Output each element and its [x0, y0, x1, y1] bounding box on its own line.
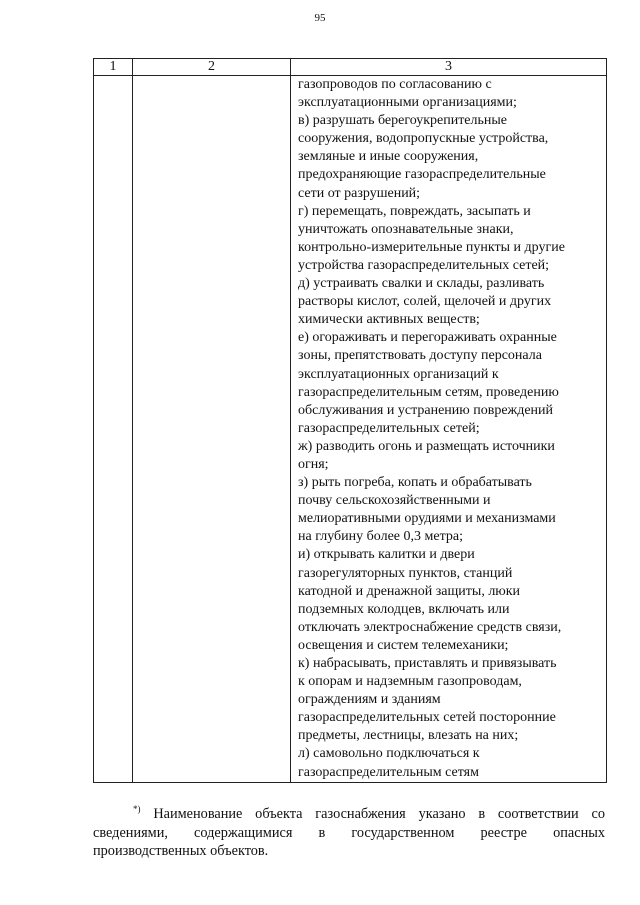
- column-header-1: 1: [94, 59, 133, 76]
- text-line: л) самовольно подключаться к: [298, 746, 480, 762]
- text-line: газорегуляторных пунктов, станций: [298, 565, 513, 581]
- text-line: земляные и иные сооружения,: [298, 149, 479, 165]
- footnote-marker: *): [133, 804, 141, 814]
- text-line: контрольно-измерительные пункты и другие: [298, 239, 565, 255]
- text-line: растворы кислот, солей, щелочей и других: [298, 294, 552, 310]
- text-line: зоны, препятствовать доступу персонала: [298, 348, 542, 364]
- text-line: к) набрасывать, приставлять и привязывать: [298, 656, 557, 671]
- text-line: почву сельскохозяйственными и: [298, 493, 491, 509]
- text-line: катодной и дренажной защиты, люки: [298, 583, 521, 599]
- text-line: предохраняющие газораспределительные: [298, 167, 546, 183]
- text-line: газопроводов по согласованию с: [298, 77, 492, 92]
- text-line: в) разрушать берегоукрепительные: [298, 113, 508, 129]
- footnote-line-3: производственных объектов.: [93, 843, 269, 859]
- text-line: к опорам и надземным газопроводам,: [298, 674, 522, 690]
- text-line: устройства газораспределительных сетей;: [298, 257, 550, 273]
- text-line: ограждениям и зданиям: [298, 692, 441, 708]
- table-row: [94, 76, 607, 783]
- footnote-line-2: сведениями, содержащимися в государственном реестре опасных: [93, 824, 605, 841]
- text-line: газораспределительным сетям: [298, 764, 479, 780]
- text-line: ж) разводить огонь и размещать источники: [298, 438, 555, 454]
- text-line: и) открывать калитки и двери: [298, 547, 475, 563]
- footnote-line-1: [93, 800, 605, 824]
- column-header-2: 2: [133, 59, 291, 76]
- text-line: освещения и систем телемеханики;: [298, 637, 509, 653]
- text-line: газораспределительным сетям, проведению: [298, 384, 559, 400]
- text-line: газораспределительных сетей;: [298, 420, 480, 436]
- text-line: г) перемещать, повреждать, засыпать и: [298, 203, 531, 219]
- text-line: газораспределительных сетей посторонние: [298, 710, 556, 726]
- page-number: 95: [314, 12, 326, 24]
- text-line: е) огораживать и перегораживать охранные: [298, 330, 557, 346]
- text-line: эксплуатационных организаций к: [298, 366, 499, 382]
- text-line: мелиоративными орудиями и механизмами: [298, 511, 556, 527]
- text-line: уничтожать опознавательные знаки,: [298, 221, 514, 237]
- text-line: сети от разрушений;: [298, 185, 421, 201]
- cell-column-2: [133, 76, 291, 783]
- regulations-table: [93, 58, 607, 783]
- footnote-text-1: Наименование объекта газоснабжения указано в соответствии со: [153, 806, 606, 822]
- footnote: [93, 800, 605, 861]
- text-line: сооружения, водопропускные устройства,: [298, 131, 549, 147]
- cell-column-3: [291, 76, 607, 783]
- text-line: на глубину более 0,3 метра;: [298, 529, 463, 545]
- text-line: отключать электроснабжение средств связи,: [298, 619, 562, 635]
- cell-column-1: [94, 76, 133, 783]
- text-line: предметы, лестницы, влезать на них;: [298, 728, 519, 744]
- column-header-3: 3: [291, 59, 607, 76]
- text-line: обслуживания и устранению повреждений: [298, 402, 554, 418]
- text-line: огня;: [298, 456, 329, 472]
- text-line: д) устраивать свалки и склады, разливать: [298, 276, 545, 292]
- text-line: подземных колодцев, включать или: [298, 601, 510, 617]
- table-header-row: [94, 59, 607, 76]
- text-line: химически активных веществ;: [298, 312, 480, 328]
- text-line: з) рыть погреба, копать и обрабатывать: [298, 475, 532, 491]
- text-line: эксплуатационными организациями;: [298, 95, 517, 111]
